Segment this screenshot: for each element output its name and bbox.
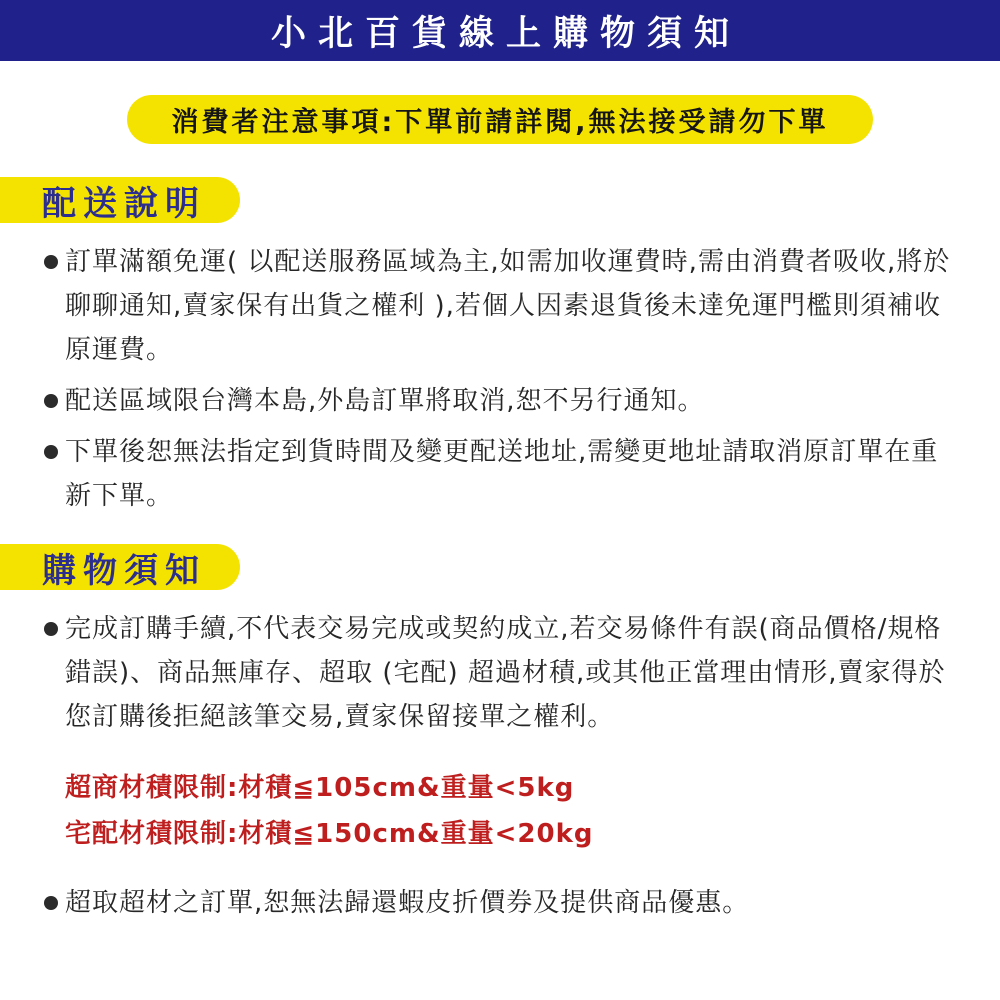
limit-line-convenience-store: 超商材積限制:材積≦105cm&重量<5kg xyxy=(65,773,575,803)
shopping-bullet-list-after xyxy=(44,881,964,925)
bullet-item xyxy=(44,240,964,372)
bullet-dot-icon xyxy=(44,255,58,269)
bullet-dot-icon xyxy=(44,445,58,459)
consumer-notice-row xyxy=(0,95,1000,144)
bullet-text: 超取超材之訂單,恕無法歸還蝦皮折價券及提供商品優惠。 xyxy=(65,888,750,918)
bullet-dot-icon xyxy=(44,622,58,636)
bullet-item xyxy=(44,379,964,423)
shopping-bullet-list xyxy=(44,607,964,739)
title-banner xyxy=(0,0,1000,61)
limit-line-home-delivery: 宅配材積限制:材積≦150cm&重量<20kg xyxy=(65,819,594,849)
bullet-dot-icon xyxy=(44,896,58,910)
page-title: 小北百貨線上購物須知 xyxy=(270,13,741,54)
bullet-item xyxy=(44,607,964,739)
section-heading-delivery xyxy=(0,177,240,223)
bullet-item xyxy=(44,430,964,518)
consumer-notice-banner xyxy=(127,95,872,144)
bullet-text: 下單後恕無法指定到貨時間及變更配送地址,需變更地址請取消原訂單在重新下單。 xyxy=(65,437,939,511)
bullet-item xyxy=(44,881,964,925)
bullet-dot-icon xyxy=(44,394,58,408)
section-heading-shopping-label: 購物須知 xyxy=(42,550,206,591)
size-limit-block xyxy=(65,765,1000,857)
bullet-text: 配送區域限台灣本島,外島訂單將取消,恕不另行通知。 xyxy=(65,386,705,416)
section-heading-shopping xyxy=(0,544,240,590)
delivery-bullet-list xyxy=(44,240,964,518)
section-heading-delivery-label: 配送說明 xyxy=(42,183,206,224)
bullet-text: 完成訂購手續,不代表交易完成或契約成立,若交易條件有誤(商品價格/規格錯誤)、商品無庫存、超取 (宅配) 超過材積,或其他正當理由情形,賣家得於您訂購後拒絕該筆交易,賣家保留接單之權利。 xyxy=(65,614,946,732)
consumer-notice-text: 消費者注意事項:下單前請詳閱,無法接受請勿下單 xyxy=(171,107,829,138)
bullet-text: 訂單滿額免運( 以配送服務區域為主,如需加收運費時,需由消費者吸收,將於聊聊通知,賣家保有出貨之權利 ),若個人因素退貨後未達免運門檻則須補收原運費。 xyxy=(65,247,951,365)
